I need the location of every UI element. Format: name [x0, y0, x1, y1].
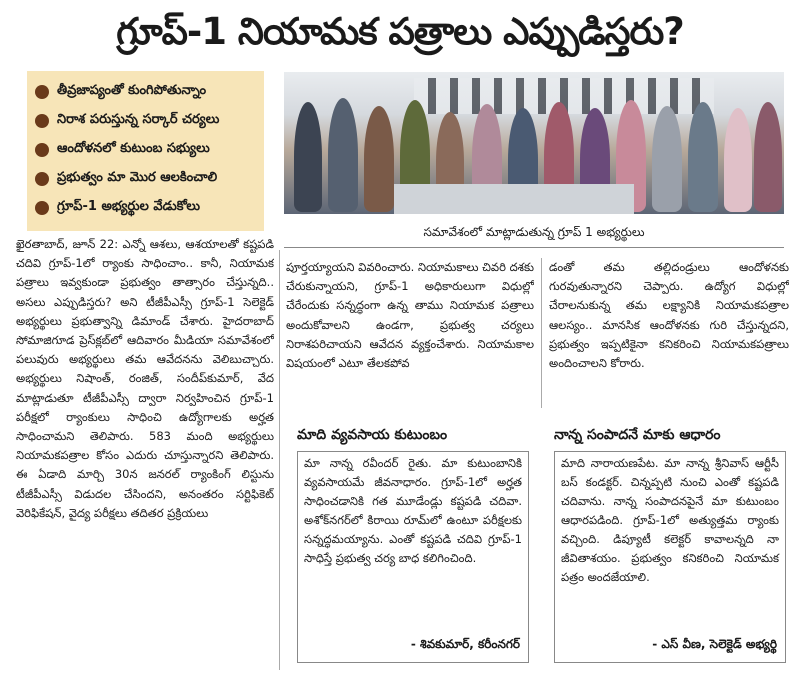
highlight-item: [35, 106, 258, 135]
highlight-item: [35, 135, 258, 164]
box2-title: నాన్న సంపాదనే మాకు ఆధారం: [554, 427, 721, 443]
photo-caption: సమావేశంలో మాట్లాడుతున్న గ్రూప్‌ 1 అభ్యర్థులు: [284, 217, 784, 248]
box1-title: మాది వ్యవసాయ కుటుంబం: [297, 427, 448, 443]
bullet-icon: [35, 114, 49, 128]
box2-body: మాది నారాయణపేట. మా నాన్న శ్రీనివాస్‌ ఆర్టీసీ బస్‌ కండక్టర్‌. చిన్నప్పటి నుంచి ఎంతో కష్టపడి చదివాను. నాన్న సంపాదనపైనే మా కుటుంబం ఆధారపడింది. గ్రూప్‌-1లో అత్యుత్తమ ర్యాంకు వచ్చింది. డిప్యూటీ కలెక్టర్‌ కావాలన్నది నా జీవితాశయం. ప్రభుత్వం కనికరించి నియామక పత్రం అందజేయాలి.: [561, 456, 779, 584]
highlight-text: గ్రూప్‌-1 అభ్యర్థుల వేడుకోలు: [57, 198, 201, 214]
bullet-icon: [35, 85, 49, 99]
testimonial-box-2: [554, 451, 786, 663]
box1-body: మా నాన్న రవీందర్‌ రైతు. మా కుటుంబానికి వ్యవసాయమే జీవనాధారం. గ్రూప్‌-1లో అర్హత సాధించడానికి గత మూడేండ్లు కష్టపడి చదివా. అశోక్‌నగర్‌లో కిరాయి రూమ్‌లో ఉంటూ పరీక్షలకు సన్నద్ధమయ్యాను. ఎంతో కష్టపడి చదివి గ్రూప్‌-1 సాధిస్తే ప్రభుత్వ చర్య బాధ కలిగించింది.: [304, 456, 522, 565]
article-column-3: డంతో తమ తల్లిదండ్రులు ఆందోళనకు గురవుతున్నారని చెప్పారు. ఉద్యోగ విధుల్లో చేరాలనుకున్న తమ లక్ష్యానికి నియామకపత్రాల ఆలస్యం.. మానసిక ఆందోళనకు గురి చేస్తున్నదని, ప్రభుత్వం ఇప్పటికైనా కనికరించి నియామకపత్రాలు అందించాలని కోరారు.: [549, 260, 789, 371]
highlight-text: ఆందోళనలో కుటుంబ సభ్యులు: [57, 140, 210, 156]
press-meet-photo: [284, 72, 784, 214]
press-table: [394, 184, 634, 214]
box1-signature: - శివకుమార్‌, కరీంనగర్‌: [410, 637, 520, 651]
bullet-icon: [35, 143, 49, 157]
highlight-item: [35, 77, 258, 106]
box2-signature: - ఎస్‌ వీణ, సెలెక్టెడ్‌ అభ్యర్థి: [652, 637, 777, 651]
highlight-text: ప్రభుత్వం మా మొర ఆలకించాలి: [57, 169, 218, 185]
bullet-icon: [35, 172, 49, 186]
highlight-text: తీవ్రజాప్యంతో కుంగిపోతున్నాం: [57, 82, 207, 98]
headline: గ్రూప్‌-1 నియామక పత్రాలు ఎప్పుడిస్తరు?: [116, 10, 684, 53]
highlight-item: [35, 164, 258, 193]
bullet-icon: [35, 201, 49, 215]
article-column-1: ఖైరతాబాద్‌, జూన్‌ 22: ఎన్నో ఆశలు, ఆశయాలతో కష్టపడి చదివి గ్రూప్‌-1లో ర్యాంకు సాధించాం.. కానీ, నియామక పత్రాలు ఇవ్వకుండా ప్రభుత్వం తాత్సారం చేస్తున్నది.. అసలు ఎప్పుడిస్తరు? అని టీజీపీఎస్సీ గ్రూప్‌-1 సెలెక్టెడ్‌ అభ్యర్థులు ప్రభుత్వాన్ని డిమాండ్‌ చేశారు. హైదరాబాద్‌ సోమాజిగూడ ప్రెస్‌క్లబ్‌లో ఆదివారం మీడియా సమావేశంలో పలువురు అభ్యర్థులు తమ ఆవేదనను వెలిబుచ్చారు. అభ్యర్థులు నిషాంత్‌, రంజిత్‌, సందీప్‌కుమార్‌, వేద మాట్లాడుతూ టీజీపీఎస్సీ ద్వారా నిర్వహించిన గ్రూప్‌-1 పరీక్షలో ర్యాంకులు సాధించి ఉద్యోగాలకు అర్హత సాధించామని తెలిపారు. 583 మంది అభ్యర్థులు నియామకపత్రాల కోసం ఎదురు చూస్తున్నారని తెలిపారు. ఈ ఏడాది మార్చి 30న జనరల్‌ ర్యాంకింగ్‌ లిస్టును టీజీపీఎస్సీ విడుదల చేసిందని, అనంతరం సర్టిఫికెట్‌ వెరిఫికేషన్‌, వైద్య పరీక్షలు తదితర ప్రక్రియలు: [16, 237, 274, 520]
highlight-text: నిరాశ పరుస్తున్న సర్కార్‌ చర్యలు: [57, 111, 220, 127]
highlights-box: [27, 71, 264, 231]
highlight-item: [35, 193, 258, 222]
article-column-2: పూర్తయ్యాయని వివరించారు. నియామకాలు చివరి దశకు చేరుకున్నాయని, గ్రూప్‌-1 అధికారులుగా విధుల్లో చేరేందుకు సన్నద్ధంగా ఉన్న తాము నియామక పత్రాలు అందుకోవాలని ఉండగా, ప్రభుత్వ చర్యలు నిరాశపరిచాయని ఆవేదన వ్యక్తంచేశారు. నియామకాల విషయంలో ఎటూ తేలకపోవ: [286, 260, 534, 371]
testimonial-box-1: [297, 451, 529, 663]
